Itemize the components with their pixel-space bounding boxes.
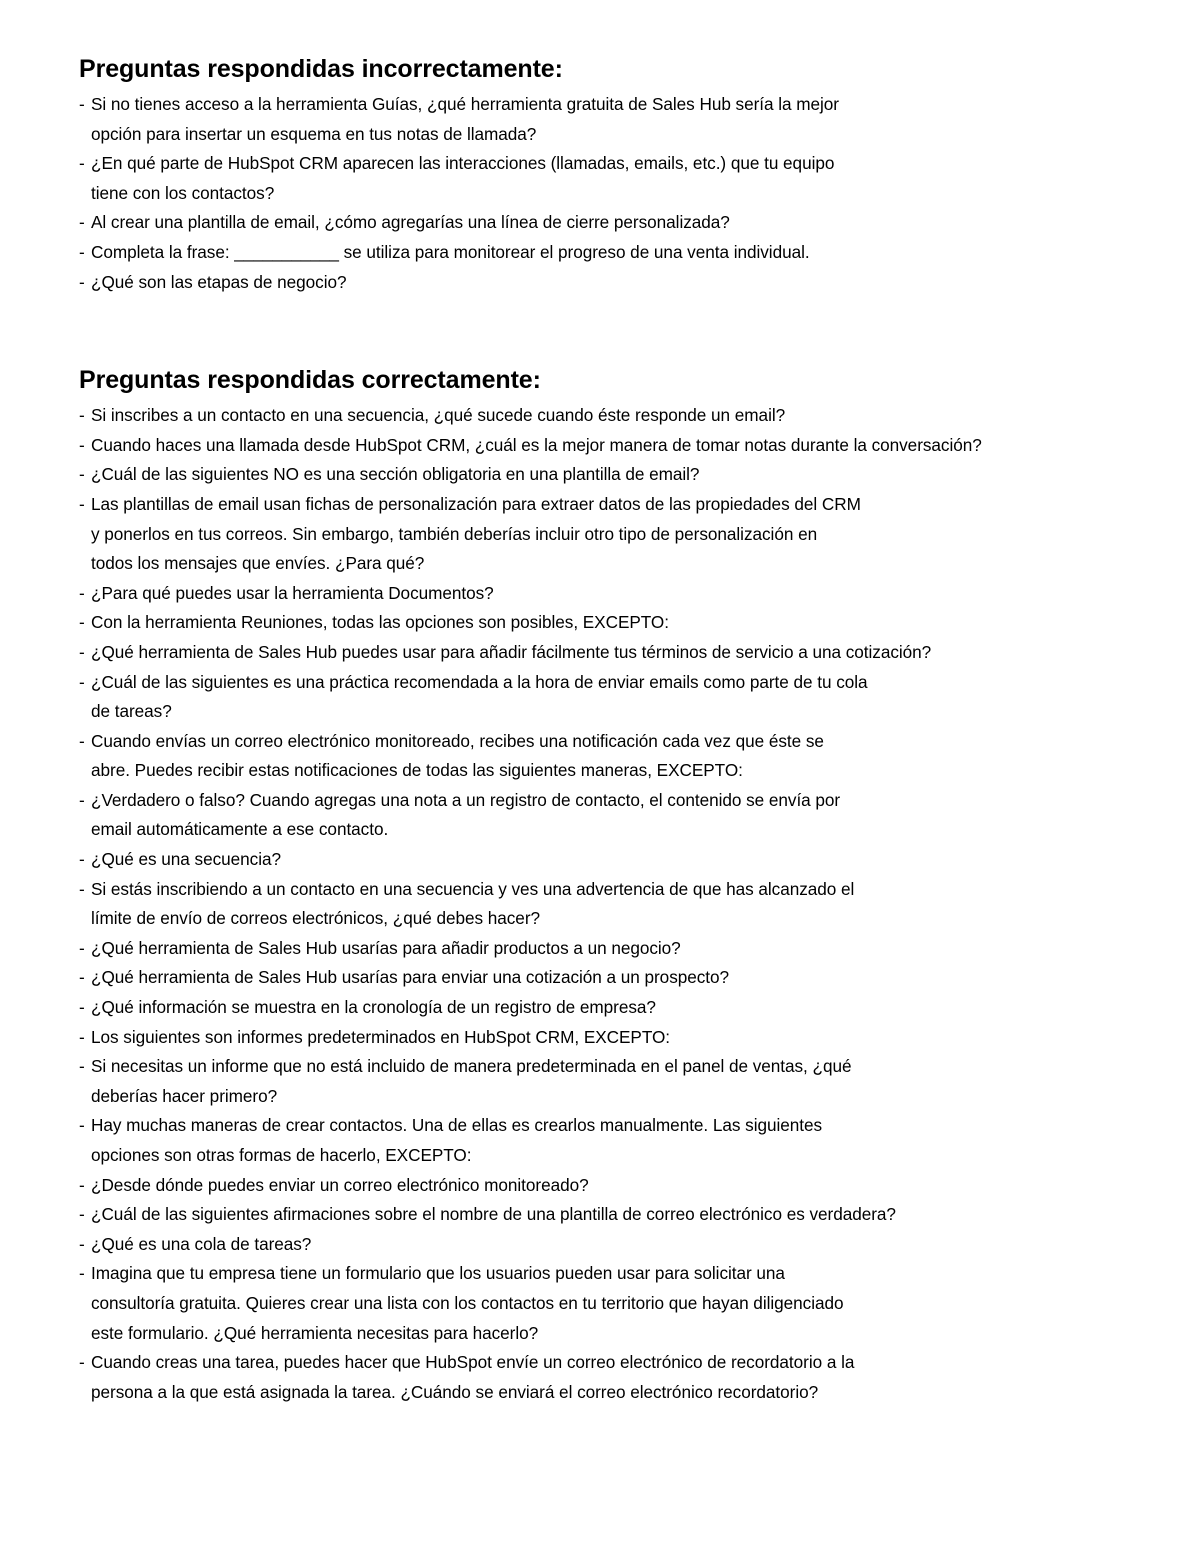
bullet-dash: - <box>79 937 85 958</box>
bullet-dash: - <box>79 271 85 292</box>
bullet-dash: - <box>79 849 85 870</box>
question-item <box>79 460 1189 490</box>
question-text: ¿Qué herramienta de Sales Hub usarías para enviar una cotización a un prospecto? <box>91 967 730 988</box>
question-item <box>79 934 1189 964</box>
incorrect-section-heading: Preguntas respondidas incorrectamente: <box>79 55 563 83</box>
bullet-dash: - <box>79 878 85 899</box>
bullet-dash: - <box>79 434 85 455</box>
bullet-dash: - <box>79 671 85 692</box>
question-text: Los siguientes son informes predeterminados en HubSpot CRM, EXCEPTO: <box>91 1026 671 1047</box>
bullet-dash: - <box>79 153 85 174</box>
question-text: Imagina que tu empresa tiene un formulario que los usuarios pueden usar para solicitar una consultoría gratuita. Quieres crear una lista con los contactos en tu territorio que hayan diligenciado este formulario. ¿Qué herramienta necesitas para hacerlo? <box>91 1263 844 1343</box>
bullet-dash: - <box>79 1204 85 1225</box>
bullet-dash: - <box>79 241 85 262</box>
question-item <box>79 668 1189 727</box>
question-text: Hay muchas maneras de crear contactos. Una de ellas es crearlos manualmente. Las siguientes opciones son otras formas de hacerlo, EXCEPTO: <box>91 1115 823 1165</box>
question-text: Si estás inscribiendo a un contacto en una secuencia y ves una advertencia de que has alcanzado el límite de envío de correos electrónicos, ¿qué debes hacer? <box>91 878 855 929</box>
question-item <box>79 845 1189 875</box>
bullet-dash: - <box>79 789 85 810</box>
question-item <box>79 1171 1189 1201</box>
bullet-dash: - <box>79 730 85 751</box>
correct-section-heading: Preguntas respondidas correctamente: <box>79 366 541 395</box>
correct-questions-list <box>79 401 1189 1407</box>
question-text: Completa la frase: ___________ se utiliza para monitorear el progreso de una venta individual. <box>91 241 810 262</box>
bullet-dash: - <box>79 1233 85 1254</box>
question-item <box>79 431 1189 461</box>
question-text: Cuando creas una tarea, puedes hacer que HubSpot envíe un correo electrónico de recordatorio a la persona a la que está asignada la tarea. ¿Cuándo se enviará el correo electrónico recordatorio? <box>91 1352 855 1402</box>
bullet-dash: - <box>79 967 85 988</box>
bullet-dash: - <box>79 1115 85 1136</box>
bullet-dash: - <box>79 464 85 485</box>
question-item <box>79 1200 1189 1230</box>
question-text: ¿Cuál de las siguientes es una práctica recomendada a la hora de enviar emails como parte de tu cola de tareas? <box>91 671 868 722</box>
question-text: ¿Desde dónde puedes enviar un correo electrónico monitoreado? <box>91 1174 589 1195</box>
question-item <box>79 608 1189 638</box>
question-item <box>79 1230 1189 1260</box>
bullet-dash: - <box>79 612 85 633</box>
question-item <box>79 1052 1189 1111</box>
question-item <box>79 1023 1189 1053</box>
question-text: ¿Qué herramienta de Sales Hub usarías para añadir productos a un negocio? <box>91 937 681 958</box>
bullet-dash: - <box>79 997 85 1018</box>
question-text: Cuando haces una llamada desde HubSpot CRM, ¿cuál es la mejor manera de tomar notas durante la conversación? <box>91 434 982 455</box>
question-text: Al crear una plantilla de email, ¿cómo agregarías una línea de cierre personalizada? <box>91 212 730 233</box>
question-text: ¿Cuál de las siguientes NO es una sección obligatoria en una plantilla de email? <box>91 464 700 485</box>
bullet-dash: - <box>79 1056 85 1077</box>
question-item <box>79 1348 1189 1407</box>
bullet-dash: - <box>79 1263 85 1284</box>
question-text: Cuando envías un correo electrónico monitoreado, recibes una notificación cada vez que éste se abre. Puedes recibir estas notificaciones de todas las siguientes maneras, EXCEPTO: <box>91 730 824 781</box>
question-item <box>79 90 1189 149</box>
question-text: Si necesitas un informe que no está incluido de manera predeterminada en el panel de ventas, ¿qué deberías hacer primero? <box>91 1056 852 1106</box>
question-item <box>79 786 1189 845</box>
question-text: ¿Verdadero o falso? Cuando agregas una nota a un registro de contacto, el contenido se envía por email automáticamente a ese contacto. <box>91 789 841 840</box>
question-text: Las plantillas de email usan fichas de personalización para extraer datos de las propiedades del CRM y ponerlos en tus correos. Sin embargo, también deberías incluir otro tipo de personalización en todos los mensajes que envíes. ¿Para qué? <box>91 493 861 574</box>
question-item <box>79 579 1189 609</box>
question-text: Si inscribes a un contacto en una secuencia, ¿qué sucede cuando éste responde un email? <box>91 405 786 426</box>
question-text: ¿Qué son las etapas de negocio? <box>91 271 347 292</box>
question-item <box>79 149 1189 208</box>
question-item <box>79 993 1189 1023</box>
question-item <box>79 401 1189 431</box>
question-item <box>79 1259 1189 1348</box>
question-item <box>79 1111 1189 1170</box>
bullet-dash: - <box>79 641 85 662</box>
question-text: ¿Qué información se muestra en la cronología de un registro de empresa? <box>91 997 656 1018</box>
bullet-dash: - <box>79 1026 85 1047</box>
question-text: ¿Qué es una cola de tareas? <box>91 1233 312 1254</box>
question-text: ¿Cuál de las siguientes afirmaciones sobre el nombre de una plantilla de correo electrónico es verdadera? <box>91 1204 896 1225</box>
correct-answers-section <box>79 361 1189 1407</box>
question-item <box>79 208 1189 238</box>
bullet-dash: - <box>79 1352 85 1373</box>
question-item <box>79 238 1189 268</box>
bullet-dash: - <box>79 582 85 603</box>
question-item <box>79 268 1189 298</box>
question-text: ¿En qué parte de HubSpot CRM aparecen las interacciones (llamadas, emails, etc.) que tu equipo tiene con los contactos? <box>91 153 835 203</box>
bullet-dash: - <box>79 493 85 514</box>
question-item <box>79 963 1189 993</box>
question-text: Si no tienes acceso a la herramienta Guías, ¿qué herramienta gratuita de Sales Hub sería la mejor opción para insertar un esquema en tus notas de llamada? <box>91 94 839 144</box>
question-item <box>79 490 1189 579</box>
question-item <box>79 638 1189 668</box>
question-item <box>79 727 1189 786</box>
question-text: ¿Para qué puedes usar la herramienta Documentos? <box>91 582 494 603</box>
document-page <box>79 50 1189 1407</box>
incorrect-answers-section <box>79 50 1189 297</box>
bullet-dash: - <box>79 405 85 426</box>
bullet-dash: - <box>79 1174 85 1195</box>
question-item <box>79 875 1189 934</box>
bullet-dash: - <box>79 94 85 114</box>
incorrect-questions-list <box>79 90 1189 297</box>
question-text: Con la herramienta Reuniones, todas las opciones son posibles, EXCEPTO: <box>91 612 669 633</box>
bullet-dash: - <box>79 212 85 233</box>
question-text: ¿Qué herramienta de Sales Hub puedes usar para añadir fácilmente tus términos de servicio a una cotización? <box>91 641 932 662</box>
question-text: ¿Qué es una secuencia? <box>91 849 281 870</box>
